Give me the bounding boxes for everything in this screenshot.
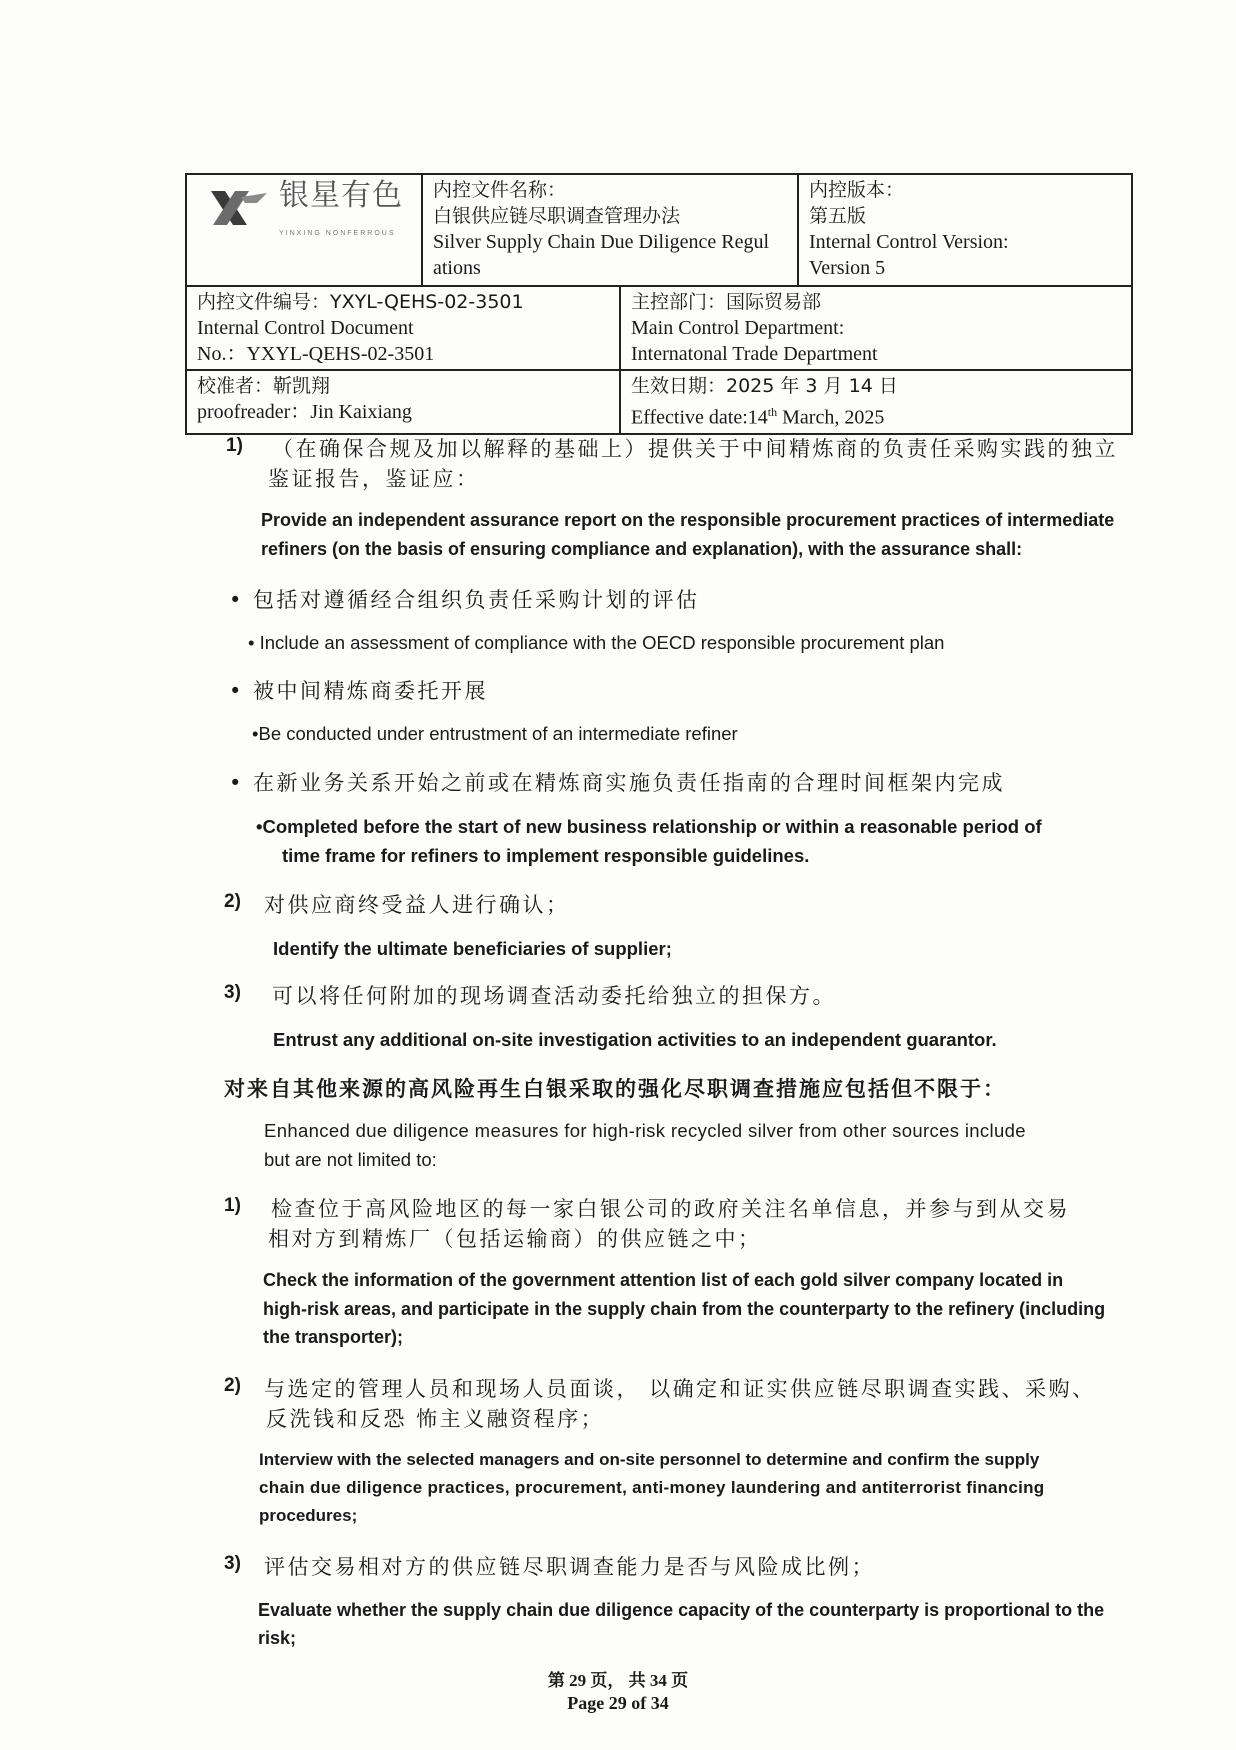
effective-date-en-pre: Effective date:14	[631, 406, 768, 429]
bullet2-en: •Be conducted under entrustment of an intermediate refiner	[252, 723, 738, 744]
measure2-cn-line2: 反洗钱和反恐 怖主义融资程序；	[266, 1407, 605, 1431]
doc-number-cell	[186, 286, 620, 370]
effective-date-cn: 生效日期：2025 年 3 月 14 日	[631, 375, 898, 397]
page-number-en: Page 29 of 34	[567, 1693, 669, 1713]
department-en-2: Internatonal Trade Department	[631, 343, 878, 365]
bullet1-en: • Include an assessment of compliance with the OECD responsible procurement plan	[248, 632, 945, 653]
version-en-2: Version 5	[809, 257, 886, 279]
item-number: 2)	[224, 891, 241, 912]
item3-cn: 可以将任何附加的现场调查活动委托给独立的担保方。	[272, 984, 836, 1008]
item2-en: Identify the ultimate beneficiaries of supplier;	[273, 938, 672, 959]
measure3-cn: 评估交易相对方的供应链尽职调查能力是否与风险成比例；	[264, 1555, 875, 1579]
measure2-en-line1: Interview with the selected managers and on-site personnel to determine and confirm the supply	[259, 1450, 1040, 1469]
doc-number-cn: 内控文件编号：YXYL-QEHS-02-3501	[197, 291, 524, 313]
measure3-en-line2: risk;	[258, 1628, 297, 1648]
measure1-cn-line2: 相对方到精炼厂（包括运输商）的供应链之中；	[268, 1227, 762, 1251]
effective-date-en-post: March, 2025	[777, 406, 885, 429]
page-number-cn: 第 29 页， 共 34 页	[547, 1671, 689, 1690]
doc-name-cn: 白银供应链尽职调查管理办法	[433, 205, 681, 227]
item3-en: Entrust any additional on-site investigation activities to an independent guarantor.	[273, 1029, 997, 1050]
proofreader-en: proofreader：Jin Kaixiang	[197, 401, 412, 423]
version-cn: 第五版	[809, 205, 867, 227]
bullet3-cn: • 在新业务关系开始之前或在精炼商实施负责任指南的合理时间框架内完成	[229, 771, 1006, 795]
effective-date-cell	[620, 370, 1132, 434]
doc-number-en-2: No.：YXYL-QEHS-02-3501	[197, 343, 435, 365]
bullet1-cn: • 包括对遵循经合组织负责任采购计划的评估	[229, 588, 700, 612]
section-en-line1: Enhanced due diligence measures for high-risk recycled silver from other sources include	[264, 1120, 1026, 1141]
proofreader-cn: 校准者：靳凯翔	[197, 375, 331, 397]
item2-cn: 对供应商终受益人进行确认；	[264, 893, 570, 917]
department-cell	[620, 286, 1132, 370]
item1-cn-line1: （在确保合规及加以解释的基础上）提供关于中间精炼商的负责任采购实践的独立	[272, 437, 1118, 461]
item-number: 1)	[224, 1195, 241, 1216]
version-cell	[798, 174, 1132, 286]
item-number: 3)	[224, 982, 241, 1003]
doc-name-en-2: ations	[433, 257, 481, 279]
item1-cn-line2: 鉴证报告，鉴证应：	[268, 467, 480, 491]
section-heading-cn: 对来自其他来源的高风险再生白银采取的强化尽职调查措施应包括但不限于：	[224, 1077, 1006, 1101]
measure1-en-line2: high-risk areas, and participate in the supply chain from the counterparty to the refinery (including	[263, 1299, 1106, 1319]
logo-cell	[186, 174, 422, 286]
proofreader-cell	[186, 370, 620, 434]
measure2-cn-line1: 与选定的管理人员和现场人员面谈， 以确定和证实供应链尽职调查实践、采购、	[264, 1377, 1096, 1401]
item-number: 1)	[226, 435, 243, 456]
document-header-table	[185, 173, 1133, 435]
bullet3-en-line2: time frame for refiners to implement responsible guidelines.	[282, 845, 810, 866]
item-number: 3)	[224, 1553, 241, 1574]
department-en-1: Main Control Department:	[631, 317, 845, 339]
version-label: 内控版本：	[809, 179, 905, 201]
doc-name-label: 内控文件名称：	[433, 179, 567, 201]
bullet2-cn: • 被中间精炼商委托开展	[229, 679, 489, 703]
item1-en-line1: Provide an independent assurance report on the responsible procurement practices of intermediate	[261, 510, 1115, 530]
item-number: 2)	[224, 1375, 241, 1396]
bullet3-en-line1: •Completed before the start of new business relationship or within a reasonable period of	[256, 816, 1042, 837]
version-en-1: Internal Control Version:	[809, 231, 1009, 253]
effective-date-en	[631, 399, 1121, 431]
doc-number-en-1: Internal Control Document	[197, 317, 414, 339]
logo-text: 银星有色	[279, 178, 403, 213]
measure3-en-line1: Evaluate whether the supply chain due diligence capacity of the counterparty is proportional to the	[258, 1600, 1105, 1620]
company-logo	[197, 177, 411, 247]
logo-mark-icon	[211, 189, 273, 227]
measure1-en-line3: the transporter);	[263, 1327, 404, 1347]
item1-en-line2: refiners (on the basis of ensuring compliance and explanation), with the assurance shall:	[261, 539, 1023, 559]
doc-name-en-1: Silver Supply Chain Due Diligence Regul	[433, 231, 770, 253]
measure2-en-line2: chain due diligence practices, procurement, anti-money laundering and antiterrorist financing	[259, 1478, 1045, 1497]
department-cn: 主控部门：国际贸易部	[631, 291, 822, 313]
doc-name-cell	[422, 174, 798, 286]
logo-subtext: YINXING NONFERROUS	[279, 230, 396, 237]
measure1-en-line1: Check the information of the government attention list of each gold silver company located in	[263, 1270, 1064, 1290]
measure1-cn-line1: 检查位于高风险地区的每一家白银公司的政府关注名单信息，并参与到从交易	[271, 1197, 1070, 1221]
section-en-line2: but are not limited to:	[264, 1149, 437, 1170]
measure2-en-line3: procedures;	[259, 1506, 358, 1525]
effective-date-en-sup: th	[767, 405, 778, 419]
